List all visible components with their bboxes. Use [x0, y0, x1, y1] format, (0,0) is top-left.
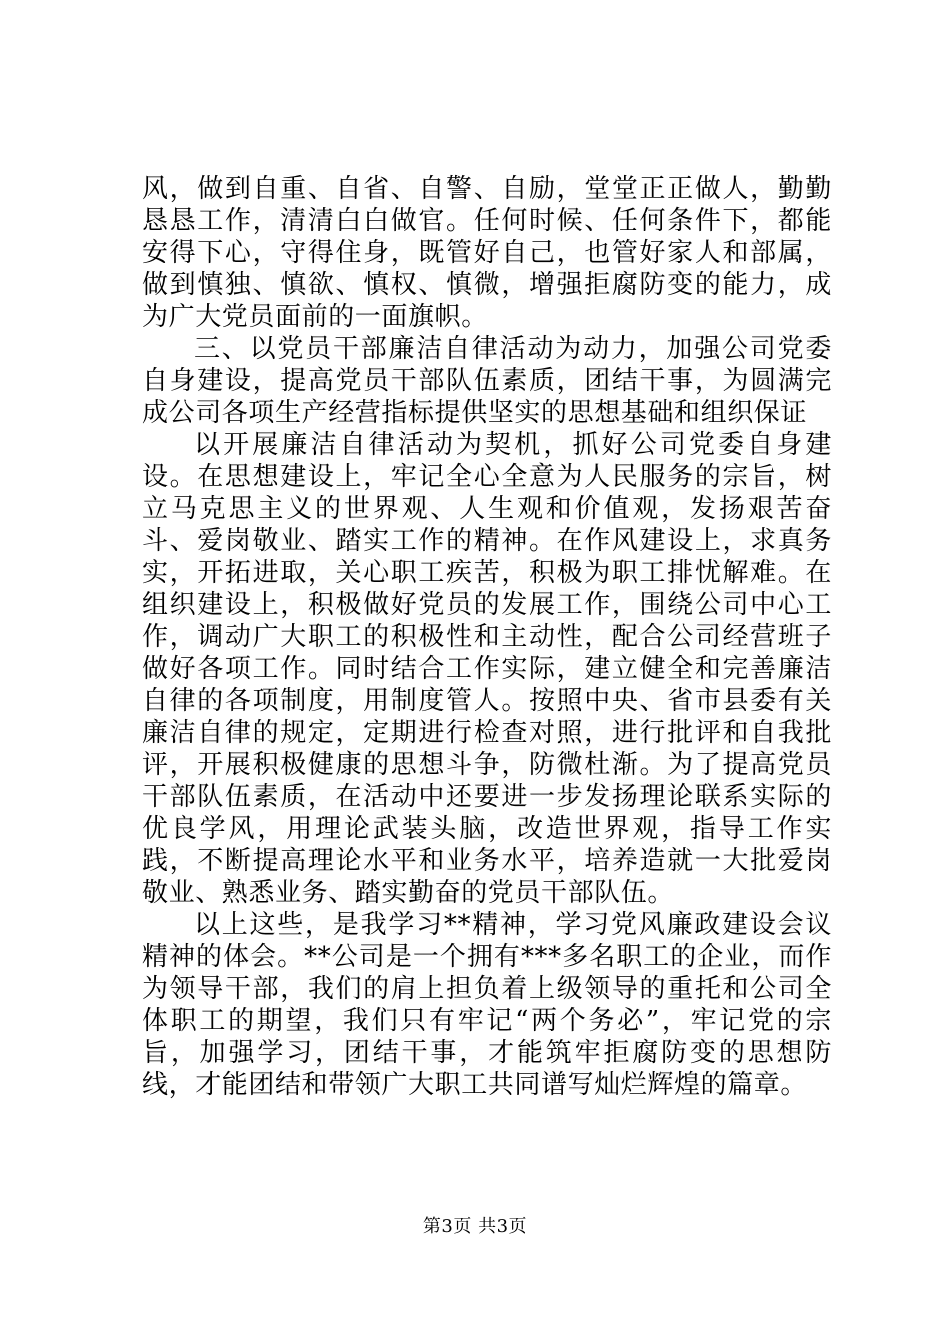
- paragraph-1: 风，做到自重、自省、自警、自励，堂堂正正做人，勤勤恳恳工作，清清白白做官。任何时候、任何条件下，都能安得下心，守得住身，既管好自己，也管好家人和部属，做到慎独、慎欲、慎权、慎微，增强拒腐防变的能力，成为广大党员面前的一面旗帜。: [142, 174, 832, 332]
- paragraph-2-section-heading: 三、以党员干部廉洁自律活动为动力，加强公司党委自身建设，提高党员干部队伍素质，团结干事，为圆满完成公司各项生产经营指标提供坚实的思想基础和组织保证: [142, 334, 832, 428]
- paragraph-4: 以上这些，是我学习**精神，学习党风廉政建设会议精神的体会。**公司是一个拥有***多名职工的企业，而作为领导干部，我们的肩上担负着上级领导的重托和公司全体职工的期望，我们只有牢记“两个务必”，牢记党的宗旨，加强学习，团结干事，才能筑牢拒腐防变的思想防线，才能团结和带领广大职工共同谱写灿烂辉煌的篇章。: [142, 910, 832, 1100]
- paragraph-3: 以开展廉洁自律活动为契机，抓好公司党委自身建设。在思想建设上，牢记全心全意为人民服务的宗旨，树立马克思主义的世界观、人生观和价值观，发扬艰苦奋斗、爱岗敬业、踏实工作的精神。在作风建设上，求真务实，开拓进取，关心职工疾苦，积极为职工排忧解难。在组织建设上，积极做好党员的发展工作，围绕公司中心工作，调动广大职工的积极性和主动性，配合公司经营班子做好各项工作。同时结合工作实际，建立健全和完善廉洁自律的各项制度，用制度管人。按照中央、省市县委有关廉洁自律的规定，定期进行检查对照，进行批评和自我批评，开展积极健康的思想斗争，防微杜渐。为了提高党员干部队伍素质，在活动中还要进一步发扬理论联系实际的优良学风，用理论武装头脑，改造世界观，指导工作实践，不断提高理论水平和业务水平，培养造就一大批爱岗敬业、熟悉业务、踏实勤奋的党员干部队伍。: [142, 430, 832, 908]
- page-number-footer: 第3页 共3页: [422, 1216, 528, 1237]
- document-body: [142, 173, 832, 1101]
